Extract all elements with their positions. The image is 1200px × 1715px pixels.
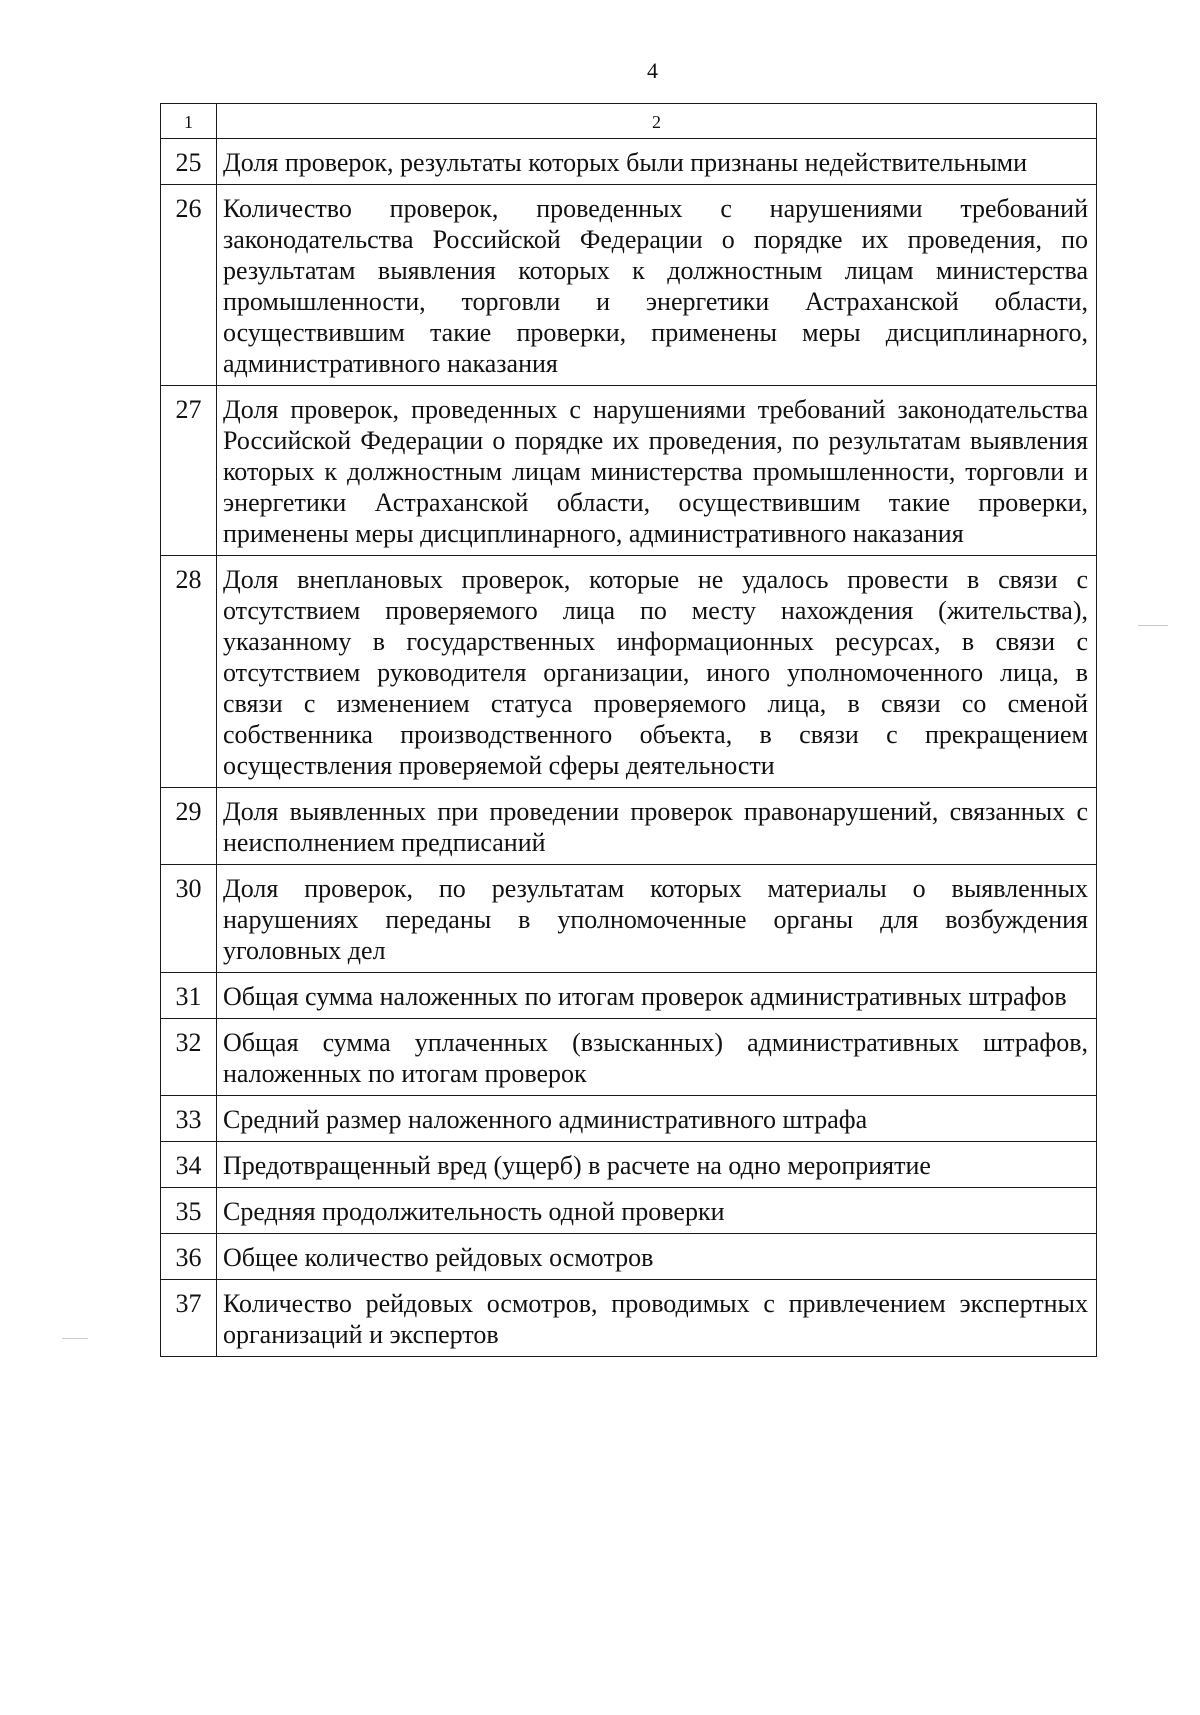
table-row (161, 1142, 1097, 1188)
row-number: 37 (161, 1280, 217, 1357)
table-row (161, 1019, 1097, 1096)
row-number: 30 (161, 865, 217, 973)
row-number: 31 (161, 973, 217, 1019)
table-row (161, 556, 1097, 788)
table-row (161, 1188, 1097, 1234)
row-number: 29 (161, 788, 217, 865)
table-row (161, 1234, 1097, 1280)
table-row (161, 1096, 1097, 1142)
row-number: 27 (161, 386, 217, 556)
row-indicator-text: Количество проверок, проведенных с нарушениями требований законодательства Российской Федерации о порядке их проведения, по результатам выявления которых к должностным лицам министерства промышленности, торговли и энергетики Астраханской области, осуществившим такие проверки, применены меры дисциплинарного, административного наказания (217, 185, 1097, 386)
table-row (161, 865, 1097, 973)
table-row (161, 788, 1097, 865)
row-indicator-text: Средний размер наложенного административного штрафа (217, 1096, 1097, 1142)
row-number: 35 (161, 1188, 217, 1234)
row-number: 28 (161, 556, 217, 788)
row-number: 34 (161, 1142, 217, 1188)
table-row (161, 973, 1097, 1019)
indicators-table (160, 103, 1097, 1357)
scan-artifact-line (1138, 625, 1168, 626)
table-row (161, 1280, 1097, 1357)
row-number: 26 (161, 185, 217, 386)
row-indicator-text: Доля выявленных при проведении проверок правонарушений, связанных с неисполнением предписаний (217, 788, 1097, 865)
row-number: 32 (161, 1019, 217, 1096)
row-indicator-text: Доля проверок, результаты которых были признаны недействительными (217, 139, 1097, 185)
header-col-indicator: 2 (217, 104, 1097, 139)
row-indicator-text: Доля проверок, по результатам которых материалы о выявленных нарушениях переданы в уполномоченные органы для возбуждения уголовных дел (217, 865, 1097, 973)
page-number: 4 (647, 58, 658, 83)
row-number: 36 (161, 1234, 217, 1280)
row-indicator-text: Общая сумма наложенных по итогам проверок административных штрафов (217, 973, 1097, 1019)
table-row (161, 185, 1097, 386)
table-row (161, 139, 1097, 185)
row-number: 25 (161, 139, 217, 185)
row-indicator-text: Средняя продолжительность одной проверки (217, 1188, 1097, 1234)
header-col-number: 1 (161, 104, 217, 139)
row-indicator-text: Доля внеплановых проверок, которые не удалось провести в связи с отсутствием проверяемого лица по месту нахождения (жительства), указанному в государственных информационных ресурсах, в связи с отсутствием руководителя организации, иного уполномоченного лица, в связи с изменением статуса проверяемого лица, в связи со сменой собственника производственного объекта, в связи с прекращением осуществления проверяемой сферы деятельности (217, 556, 1097, 788)
row-indicator-text: Общее количество рейдовых осмотров (217, 1234, 1097, 1280)
row-indicator-text: Общая сумма уплаченных (взысканных) административных штрафов, наложенных по итогам проверок (217, 1019, 1097, 1096)
table-header-row (161, 104, 1097, 139)
row-indicator-text: Предотвращенный вред (ущерб) в расчете на одно мероприятие (217, 1142, 1097, 1188)
scan-artifact-line (62, 1338, 88, 1339)
table-row (161, 386, 1097, 556)
row-indicator-text: Количество рейдовых осмотров, проводимых с привлечением экспертных организаций и экспертов (217, 1280, 1097, 1357)
row-number: 33 (161, 1096, 217, 1142)
row-indicator-text: Доля проверок, проведенных с нарушениями требований законодательства Российской Федерации о порядке их проведения, по результатам выявления которых к должностным лицам министерства промышленности, торговли и энергетики Астраханской области, осуществившим такие проверки, применены меры дисциплинарного, административного наказания (217, 386, 1097, 556)
